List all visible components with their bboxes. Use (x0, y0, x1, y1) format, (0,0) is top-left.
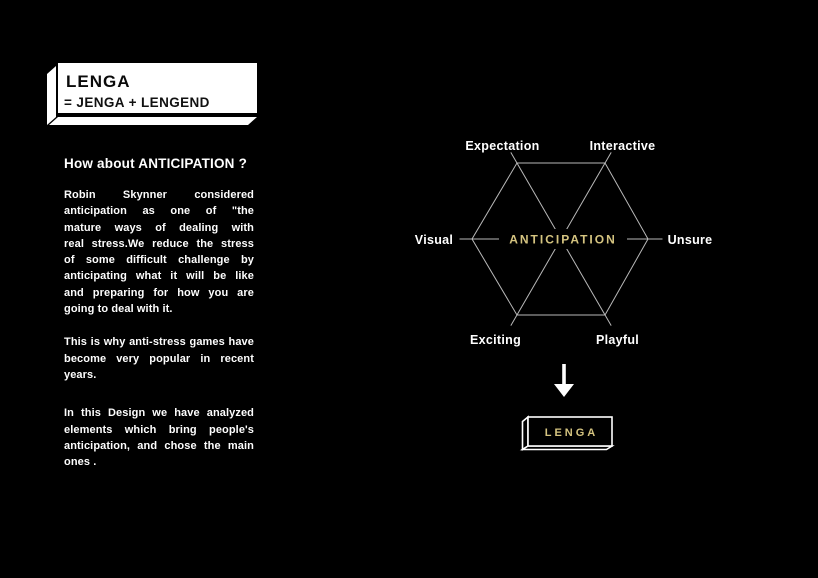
node-label-playful: Playful (595, 333, 640, 347)
logo-card-bottom-face (49, 117, 257, 125)
paragraph-line: ones . (64, 456, 97, 469)
arrow-shaft (562, 364, 566, 384)
node-label-exciting: Exciting (469, 333, 522, 347)
paragraph-2 (64, 334, 254, 383)
paragraph-line: become very popular in recent (64, 352, 254, 365)
node-label-interactive: Interactive (589, 139, 656, 153)
result-block-label: LENGA (544, 427, 599, 439)
spoke-bottom-right (561, 239, 611, 326)
paragraph-line: of some difficult challenge by (64, 254, 254, 267)
paragraph-line: going to deal with it. (64, 303, 173, 316)
panel-heading: How about ANTICIPATION ? (64, 156, 248, 171)
result-block-side-face (523, 417, 529, 450)
logo-card-side-face (47, 66, 56, 125)
paragraph-line: anticipating what it will be like (64, 270, 254, 283)
spoke-top-right (561, 152, 611, 239)
paragraph-line: In this Design we have analyzed (64, 407, 254, 420)
paragraph-1 (64, 187, 254, 317)
paragraph-line: anticipation as one of "the (64, 205, 254, 218)
lenga-logo-card (42, 56, 264, 130)
paragraph-line: elements which bring people's (64, 423, 254, 436)
logo-title: LENGA (66, 72, 131, 91)
paragraph-line: Robin Skynner considered (64, 189, 254, 201)
logo-equation: = JENGA + LENGEND (64, 95, 210, 110)
arrow-head (554, 384, 574, 397)
node-label-unsure: Unsure (667, 233, 713, 247)
spoke-top-left (511, 152, 561, 239)
paragraph-line: and preparing for how you are (64, 286, 254, 299)
node-label-expectation: Expectation (465, 139, 540, 153)
lenga-result-block (516, 410, 622, 456)
paragraph-line: This is why anti-stress games have (64, 336, 254, 349)
left-text-panel (64, 156, 254, 470)
paragraph-line: anticipation, and chose the main (64, 439, 254, 452)
node-label-visual: Visual (414, 233, 454, 247)
anticipation-hexagon-diagram (400, 130, 730, 355)
spoke-bottom-left (511, 239, 561, 326)
down-arrow-icon (548, 360, 580, 402)
diagram-center-label: ANTICIPATION (509, 232, 617, 247)
paragraph-line: real stress.We reduce the stress (64, 237, 254, 250)
paragraph-line: mature ways of dealing with (64, 221, 254, 234)
paragraph-line: years. (64, 368, 97, 381)
paragraph-3 (64, 405, 254, 470)
